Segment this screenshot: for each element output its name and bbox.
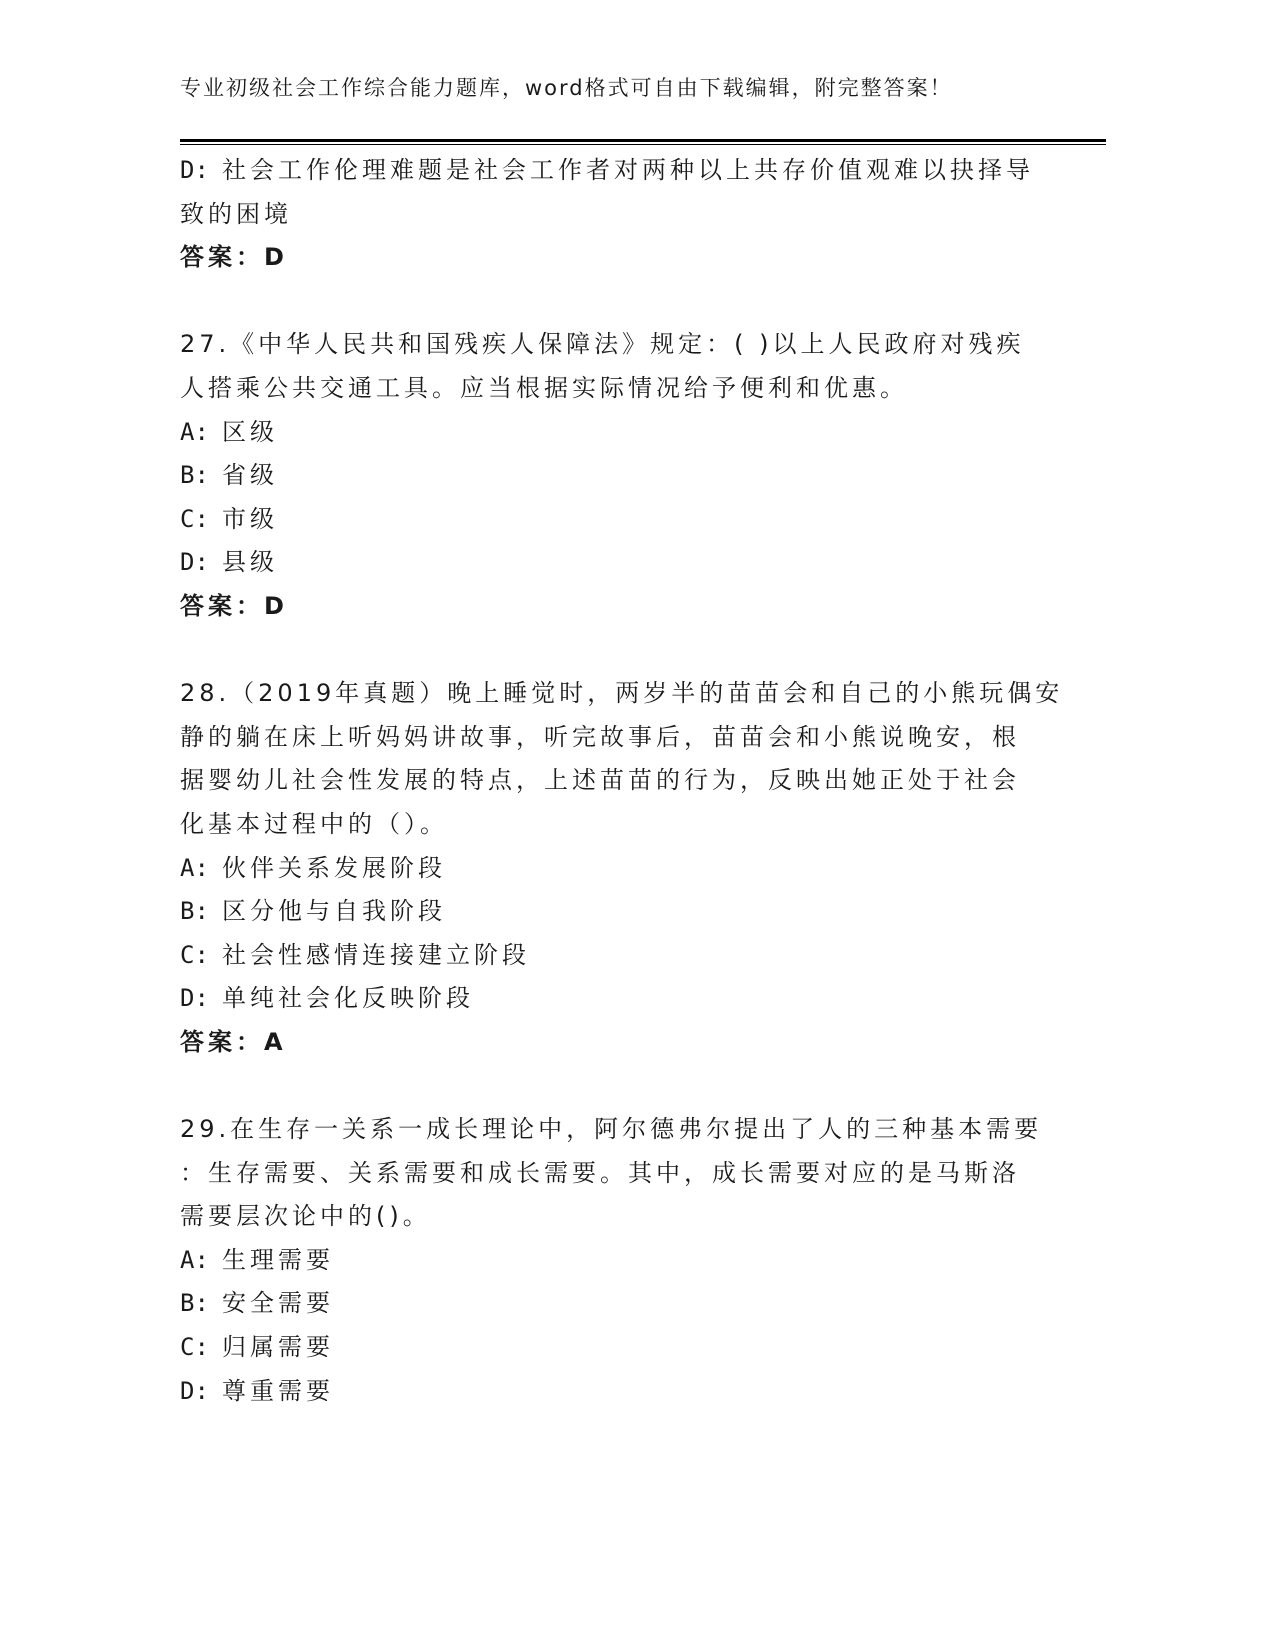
option-key: D:: [180, 548, 209, 577]
q27-option-b: [180, 454, 1060, 498]
option-text: 生理需要: [222, 1245, 334, 1274]
option-text: 尊重需要: [222, 1376, 334, 1405]
q27-answer: 答案：D: [180, 591, 288, 620]
q29-option-b: [180, 1282, 1060, 1326]
option-key: D:: [180, 1376, 209, 1405]
q27-option-a: [180, 411, 1060, 455]
option-text: 社会工作伦理难题是社会工作者对两种以上共存价值观难以抉择导: [222, 156, 1034, 184]
option-text: 区分他与自我阶段: [222, 897, 446, 926]
option-text: 县级: [222, 548, 278, 577]
option-text: 归属需要: [222, 1333, 334, 1362]
option-key: C:: [180, 1333, 209, 1362]
option-text: 省级: [222, 461, 278, 490]
q27-option-d: [180, 541, 1060, 585]
q29-option-a: [180, 1239, 1060, 1283]
option-key: A:: [180, 1245, 209, 1274]
q29-option-d: [180, 1370, 1060, 1414]
q26-answer: 答案：D: [180, 243, 288, 272]
q28-option-c: [180, 934, 1060, 978]
q28-stem-line-1: 28.（2019年真题）晚上睡觉时，两岁半的苗苗会和自己的小熊玩偶安: [180, 679, 1064, 708]
q29-stem-line-1: 29.在生存一关系一成长理论中，阿尔德弗尔提出了人的三种基本需要: [180, 1115, 1043, 1144]
spacer: [180, 1064, 1060, 1108]
header-rule-thick: [180, 139, 1106, 142]
q29-stem-line-2: ：生存需要、关系需要和成长需要。其中，成长需要对应的是马斯洛: [180, 1158, 1020, 1187]
option-text: 安全需要: [222, 1289, 334, 1318]
option-key: B:: [180, 461, 209, 490]
q27-option-c: [180, 498, 1060, 542]
q28-option-b: [180, 890, 1060, 934]
spacer: [180, 280, 1060, 324]
option-key: A:: [180, 417, 209, 446]
q28-option-d: [180, 977, 1060, 1021]
option-text: 社会性感情连接建立阶段: [222, 940, 530, 969]
option-key: D:: [180, 984, 209, 1013]
q29-option-c: [180, 1326, 1060, 1370]
q28-stem-line-4: 化基本过程中的（）。: [180, 809, 448, 838]
option-text: 区级: [222, 417, 278, 446]
q29-stem-line-3: 需要层次论中的()。: [180, 1202, 431, 1231]
q28-stem-line-3: 据婴幼儿社会性发展的特点，上述苗苗的行为，反映出她正处于社会: [180, 766, 1020, 795]
option-key: B:: [180, 897, 209, 926]
q28-option-a: [180, 847, 1060, 891]
option-text: 市级: [222, 504, 278, 533]
q28-stem-line-2: 静的躺在床上听妈妈讲故事，听完故事后，苗苗会和小熊说晚安，根: [180, 722, 1020, 751]
header-rule-thin: [180, 144, 1106, 145]
option-key: A:: [180, 853, 209, 882]
option-key: B:: [180, 1289, 209, 1318]
q27-stem-line-1: 27.《中华人民共和国残疾人保障法》规定：( )以上人民政府对残疾: [180, 330, 1025, 359]
option-key: C:: [180, 504, 209, 533]
page-header: 专业初级社会工作综合能力题库，word格式可自由下载编辑，附完整答案！: [180, 76, 953, 100]
q27-stem-line-2: 人搭乘公共交通工具。应当根据实际情况给予便利和优惠。: [180, 373, 908, 402]
q26-option-d: [180, 149, 1060, 193]
spacer: [180, 629, 1060, 673]
document-body: [180, 149, 1064, 1413]
q28-answer: 答案：A: [180, 1027, 287, 1056]
option-text: 伙伴关系发展阶段: [222, 853, 446, 882]
option-key: C:: [180, 940, 209, 969]
q26-option-d-cont: 致的困境: [180, 199, 292, 228]
option-key: D:: [180, 156, 209, 184]
option-text: 单纯社会化反映阶段: [222, 984, 474, 1013]
